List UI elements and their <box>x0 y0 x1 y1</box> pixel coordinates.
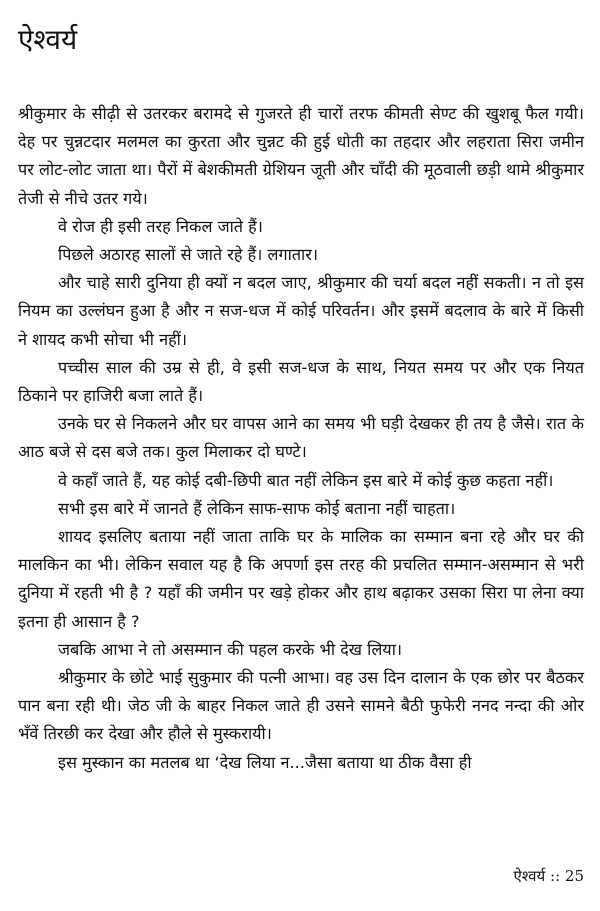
paragraph-4: और चाहे सारी दुनिया ही क्यों न बदल जाए, श्रीकुमार की चर्या बदल नहीं सकती। न तो इस नियम का उल्लंघन हुआ है और न सज-धज में कोई परिवर्तन। और इसमें बदलाव के बारे में किसी ने शायद कभी सोचा भी नहीं। <box>18 273 584 349</box>
page-footer <box>514 866 584 886</box>
chapter-title: ऐश्वर्य <box>18 23 78 56</box>
paragraph-3: पिछले अठारह सालों से जाते रहे हैं। लगातार। <box>58 245 318 265</box>
page-number: 25 <box>564 867 584 885</box>
footer-separator: :: <box>550 867 561 885</box>
paragraph-5: पच्चीस साल की उम्र से ही, वे इसी सज-धज के साथ, नियत समय पर और एक नियत ठिकाने पर हाजिरी बजा लाते हैं। <box>18 357 584 406</box>
paragraph-1: श्रीकुमार के सीढ़ी से उतरकर बरामदे से गुजरते ही चारों तरफ कीमती सेण्ट की खुशबू फैल गयी। देह पर चुन्नटदार मलमल का कुरता और चुन्नट की हुई धोती का तहदार और लहराता सिरा जमीन पर लोट-लोट जाता था। पैरों में बेशकीमती ग्रेशियन जूती और चाँदी की मूठवाली छड़ी थामे श्रीकुमार तेजी से नीचे उतर गये। <box>18 104 584 208</box>
paragraph-8: सभी इस बारे में जानते हैं लेकिन साफ-साफ कोई बताना नहीं चाहता। <box>58 498 456 518</box>
paragraph-2: वे रोज ही इसी तरह निकल जाते हैं। <box>58 216 263 236</box>
paragraph-10: जबकि आभा ने तो असम्मान की पहल करके भी देख लिया। <box>58 639 403 659</box>
paragraph-12: इस मुस्कान का मतलब था ‘देख लिया न...जैसा बताया था ठीक वैसा ही <box>58 752 472 772</box>
body-text <box>18 100 584 777</box>
paragraph-7: वे कहाँ जाते हैं, यह कोई दबी-छिपी बात नहीं लेकिन इस बारे में कोई कुछ कहता नहीं। <box>58 470 554 490</box>
paragraph-11: श्रीकुमार के छोटे भाई सुकुमार की पत्नी आभा। वह उस दिन दालान के एक छोर पर बैठकर पान बना रही थी। जेठ जी के बाहर निकल जाते ही उसने सामने बैठी फुफेरी ननद नन्दा की ओर भँवें तिरछी कर देखा और हौले से मुस्करायी। <box>18 668 584 744</box>
paragraph-6: उनके घर से निकलने और घर वापस आने का समय भी घड़ी देखकर ही तय है जैसे। रात के आठ बजे से दस बजे तक। कुल मिलाकर दो घण्टे। <box>18 414 584 462</box>
running-title: ऐश्वर्य <box>513 867 546 885</box>
paragraph-9: शायद इसलिए बताया नहीं जाता ताकि घर के मालिक का सम्मान बना रहे और घर की मालकिन का भी। लेकिन सवाल यह है कि अपर्णा इस तरह की प्रचलित सम्मान-असम्मान से भरी दुनिया में रहती भी है ? यहाँ की जमीन पर खड़े होकर और हाथ बढ़ाकर उसका सिरा पा लेना क्या इतना ही आसान है ? <box>18 527 584 631</box>
